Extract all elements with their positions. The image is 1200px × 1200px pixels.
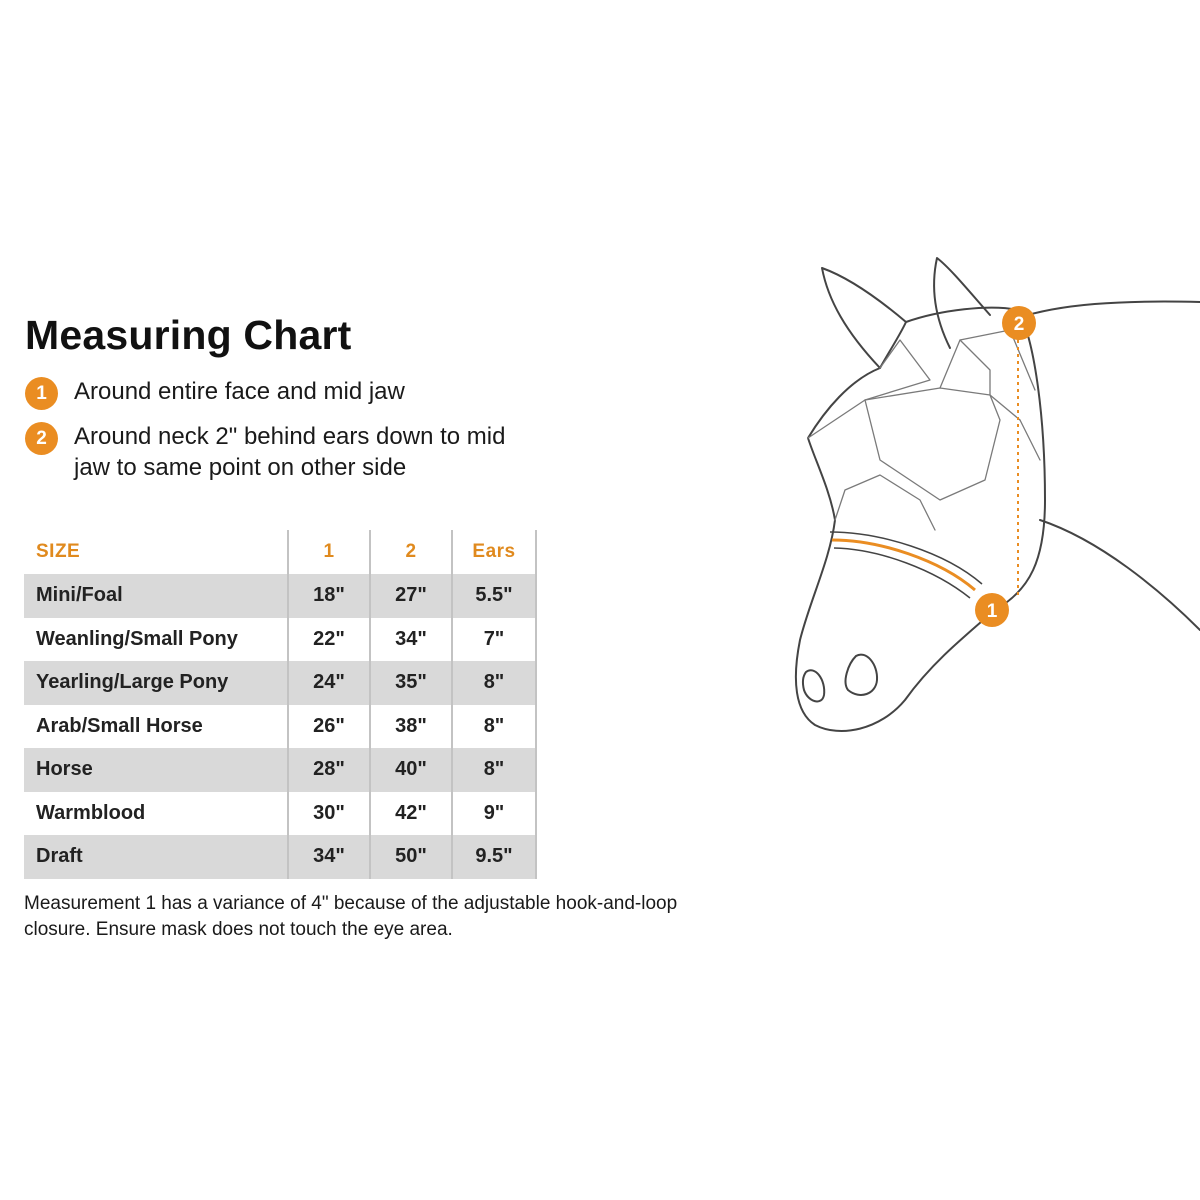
table-row (24, 748, 536, 792)
row-measurement-2: 50" (370, 835, 452, 879)
horse-mask-diagram (780, 250, 1200, 750)
table-row (24, 574, 536, 618)
row-measurement-1: 34" (288, 835, 370, 879)
row-size-name: Horse (24, 748, 288, 792)
header-measurement-1: 1 (288, 530, 370, 574)
legend-item-2 (25, 421, 514, 483)
legend-text-1: Around entire face and mid jaw (74, 378, 405, 405)
row-measurement-1: 30" (288, 792, 370, 836)
row-measurement-2: 27" (370, 574, 452, 618)
row-measurement-2: 40" (370, 748, 452, 792)
marker-1-badge-icon (975, 593, 1009, 627)
row-measurement-2: 35" (370, 661, 452, 705)
row-measurement-1: 28" (288, 748, 370, 792)
row-ears: 5.5" (452, 574, 536, 618)
row-measurement-2: 34" (370, 618, 452, 662)
row-ears: 9.5" (452, 835, 536, 879)
table-row (24, 792, 536, 836)
measuring-chart-title: Measuring Chart (25, 312, 352, 358)
row-size-name: Arab/Small Horse (36, 714, 203, 737)
row-measurement-1: 26" (288, 705, 370, 749)
header-measurement-2: 2 (370, 530, 452, 574)
header-size: SIZE (36, 541, 81, 562)
table-row (24, 835, 536, 879)
row-measurement-1: 22" (288, 618, 370, 662)
row-ears: 9" (452, 792, 536, 836)
row-ears: 8" (452, 705, 536, 749)
row-size-name: Yearling/Large Pony (24, 661, 288, 705)
number-2-badge-icon: 2 (25, 422, 58, 455)
variance-note: Measurement 1 has a variance of 4" because of the adjustable hook-and-loop closure. Ensure mask does not touch the eye area. (24, 893, 678, 940)
row-size-name: Mini/Foal (24, 574, 288, 618)
row-size-name: Weanling/Small Pony (36, 627, 238, 650)
row-measurement-2: 38" (370, 705, 452, 749)
row-ears: 7" (452, 618, 536, 662)
legend-text-2: Around neck 2" behind ears down to mid jaw to same point on other side (74, 423, 506, 481)
row-ears: 8" (452, 661, 536, 705)
table-row (24, 661, 536, 705)
row-size-name: Warmblood (36, 801, 146, 824)
row-measurement-1: 18" (288, 574, 370, 618)
marker-2-badge-icon (1002, 306, 1036, 340)
header-ears: Ears (452, 530, 536, 574)
row-measurement-1: 24" (288, 661, 370, 705)
table-row (24, 618, 536, 662)
row-size-name: Draft (24, 835, 288, 879)
row-measurement-2: 42" (370, 792, 452, 836)
table-header-row (24, 530, 536, 574)
legend-item-1 (25, 376, 514, 410)
row-ears: 8" (452, 748, 536, 792)
marker-2-label: 2 (1013, 314, 1025, 335)
size-table (24, 530, 537, 879)
horse-outline (796, 258, 1200, 731)
marker-1-label: 1 (986, 601, 998, 622)
number-1-badge-icon: 1 (25, 377, 58, 410)
table-row (24, 705, 536, 749)
